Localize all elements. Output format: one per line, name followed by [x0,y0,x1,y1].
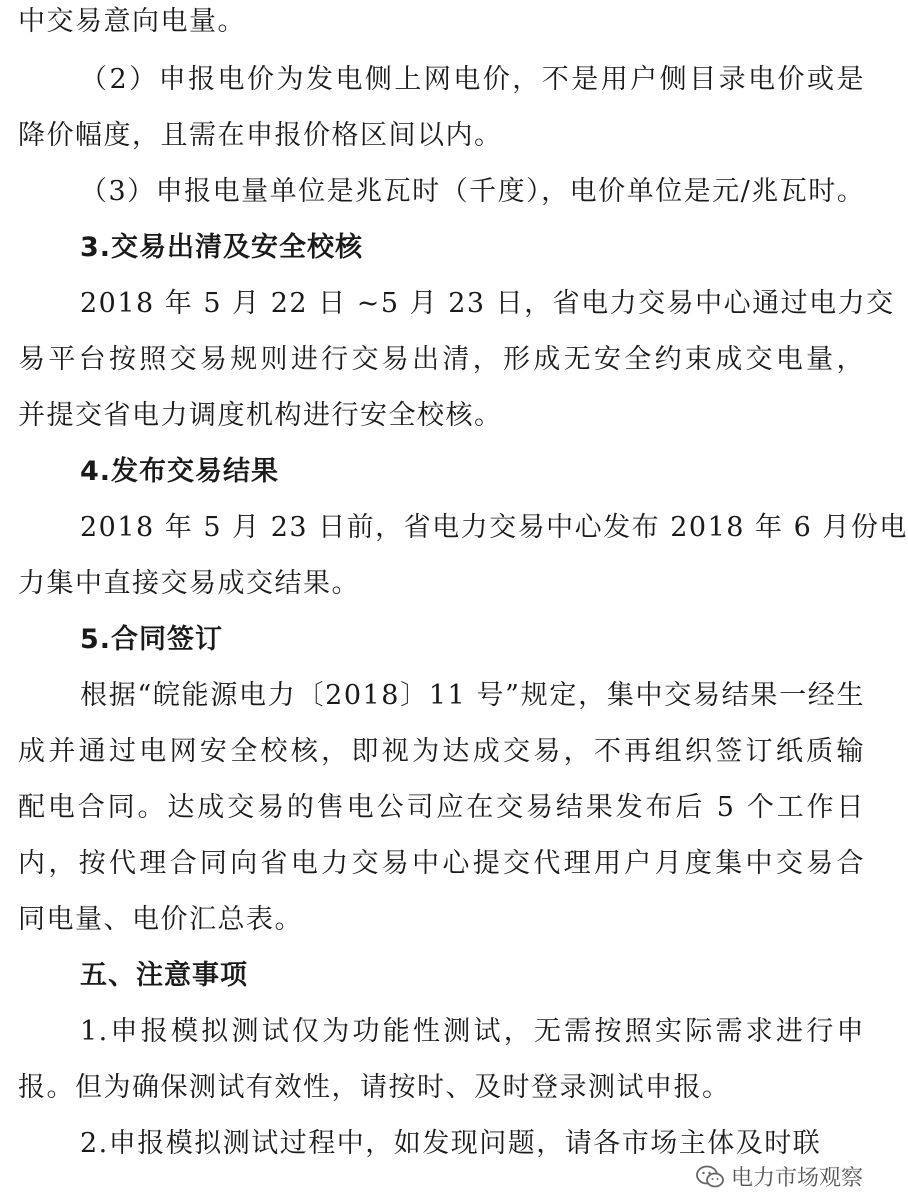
text-line-1: 中交易意向电量。 [18,6,246,37]
section-heading-five: 五、注意事项 [80,960,248,991]
section-heading-3: 3.交易出清及安全校核 [80,232,364,263]
text-line-20: 报。但为确保测试有效性，请按时、及时登录测试申报。 [18,1072,731,1103]
text-line-17: 同电量、电价汇总表。 [18,904,303,935]
text-line-21: 2.申报模拟测试过程中，如发现问题，请各市场主体及时联 [80,1128,822,1159]
section-heading-5: 5.合同签订 [80,624,224,655]
wechat-icon [695,1164,725,1190]
section-heading-4: 4.发布交易结果 [80,456,280,487]
watermark-text: 电力市场观察 [730,1166,863,1191]
text-line-11: 力集中直接交易成交结果。 [18,568,360,599]
text-line-15: 配电合同。达成交易的售电公司应在交易结果发布后 5 个工作日 [18,792,865,823]
text-line-6: 2018 年 5 月 22 日 ~5 月 23 日，省电力交易中心通过电力交 [80,288,895,319]
text-line-4: （3）申报电量单位是兆瓦时（千度），电价单位是元/兆瓦时。 [80,176,866,207]
text-line-10: 2018 年 5 月 23 日前，省电力交易中心发布 2018 年 6 月份电 [80,512,908,543]
text-line-3: 降价幅度，且需在申报价格区间以内。 [18,120,503,151]
text-line-13: 根据“皖能源电力〔2018〕11 号”规定，集中交易结果一经生 [80,680,865,711]
text-line-14: 成并通过电网安全校核，即视为达成交易，不再组织签订纸质输 [18,736,865,767]
text-line-2: （2）申报电价为发电侧上网电价，不是用户侧目录电价或是 [80,64,865,95]
text-line-8: 并提交省电力调度机构进行安全校核。 [18,400,503,431]
text-line-7: 易平台按照交易规则进行交易出清，形成无安全约束成交电量， [18,344,865,375]
text-line-16: 内，按代理合同向省电力交易中心提交代理用户月度集中交易合 [18,848,865,879]
text-line-19: 1.申报模拟测试仅为功能性测试，无需按照实际需求进行申 [80,1016,865,1047]
watermark [689,1159,869,1194]
